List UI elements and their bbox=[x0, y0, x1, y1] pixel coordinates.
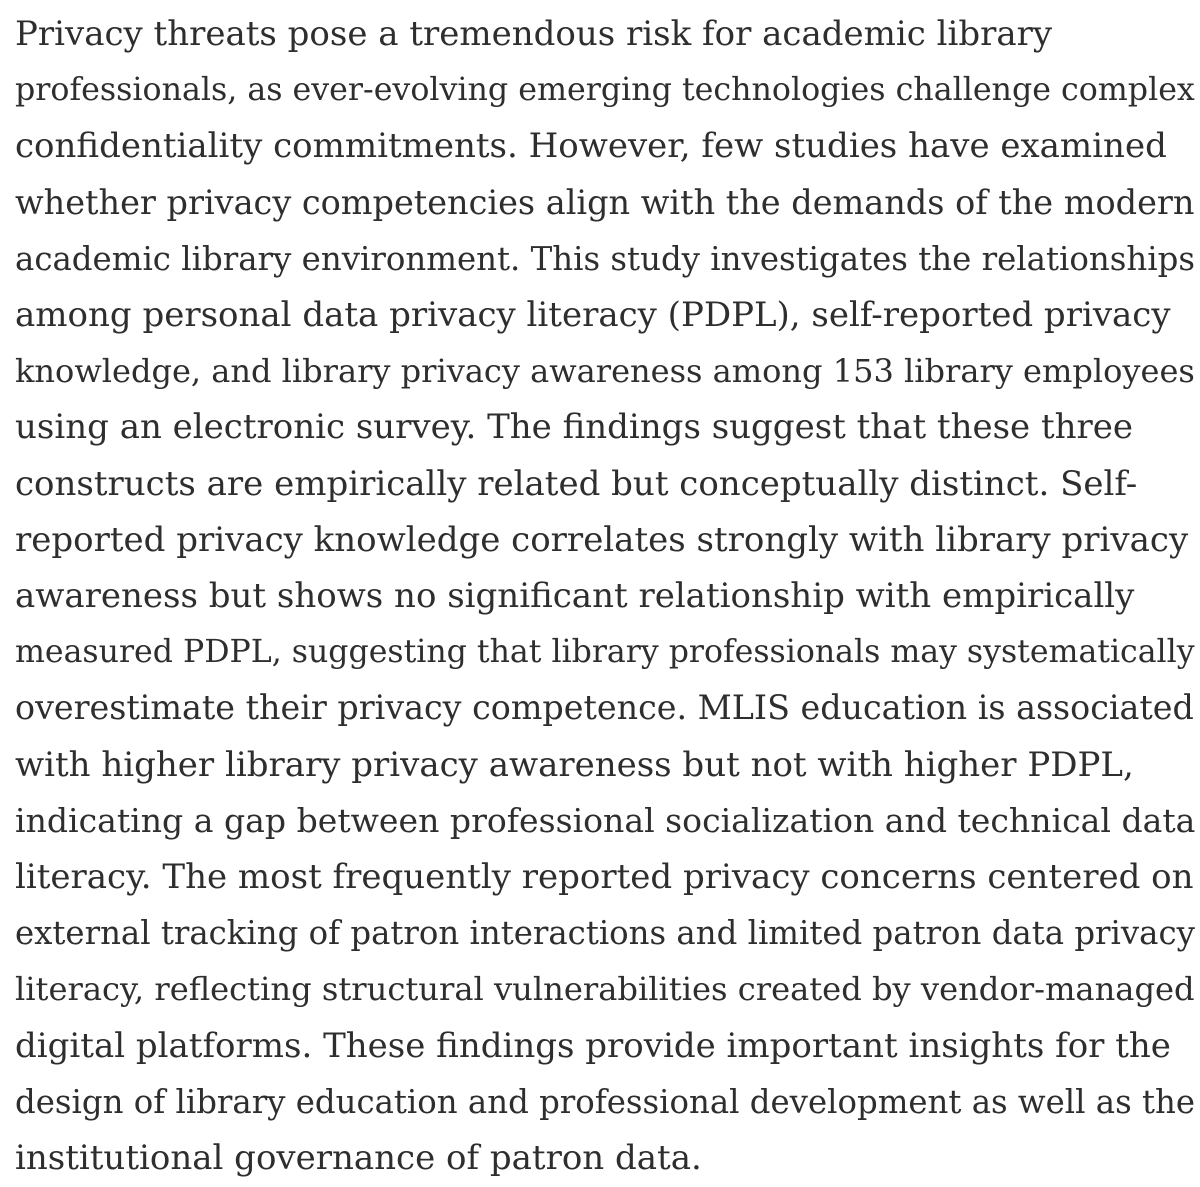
abstract-line: knowledge, and library privacy awareness among 153 library employees bbox=[15, 352, 1195, 391]
abstract-line: constructs are empirically related but conceptually distinct. Self- bbox=[15, 463, 1138, 504]
abstract-line: institutional governance of patron data. bbox=[15, 1138, 702, 1179]
abstract-line: digital platforms. These findings provide important insights for the bbox=[15, 1025, 1171, 1066]
abstract-line: indicating a gap between professional socialization and technical data bbox=[15, 800, 1196, 840]
abstract-line: Privacy threats pose a tremendous risk for academic library bbox=[15, 14, 1053, 54]
abstract-line: external tracking of patron interactions and limited patron data privacy bbox=[15, 914, 1195, 953]
abstract-line: literacy. The most frequently reported privacy concerns centered on bbox=[15, 857, 1194, 898]
abstract-line: overestimate their privacy competence. MLIS education is associated bbox=[15, 688, 1194, 728]
abstract-line: awareness but shows no significant relationship with empirically bbox=[15, 576, 1135, 617]
abstract-line: using an electronic survey. The findings suggest that these three bbox=[15, 407, 1134, 448]
abstract-text bbox=[15, 6, 1195, 1186]
abstract-line: measured PDPL, suggesting that library professionals may systematically bbox=[15, 634, 1195, 671]
abstract-line: confidentiality commitments. However, few studies have examined bbox=[15, 126, 1167, 167]
abstract-line: among personal data privacy literacy (PDPL), self-reported privacy bbox=[15, 295, 1171, 336]
abstract-line: with higher library privacy awareness but not with higher PDPL, bbox=[15, 744, 1134, 785]
abstract-line: reported privacy knowledge correlates strongly with library privacy bbox=[15, 519, 1189, 560]
abstract-line: design of library education and professional development as well as the bbox=[15, 1082, 1196, 1121]
abstract-line: literacy, reflecting structural vulnerabilities created by vendor-managed bbox=[15, 970, 1195, 1009]
abstract-line: whether privacy competencies align with the demands of the modern bbox=[15, 182, 1195, 222]
abstract-line: professionals, as ever-evolving emerging technologies challenge complex bbox=[15, 72, 1195, 109]
abstract-line: academic library environment. This study investigates the relationships bbox=[15, 239, 1195, 278]
